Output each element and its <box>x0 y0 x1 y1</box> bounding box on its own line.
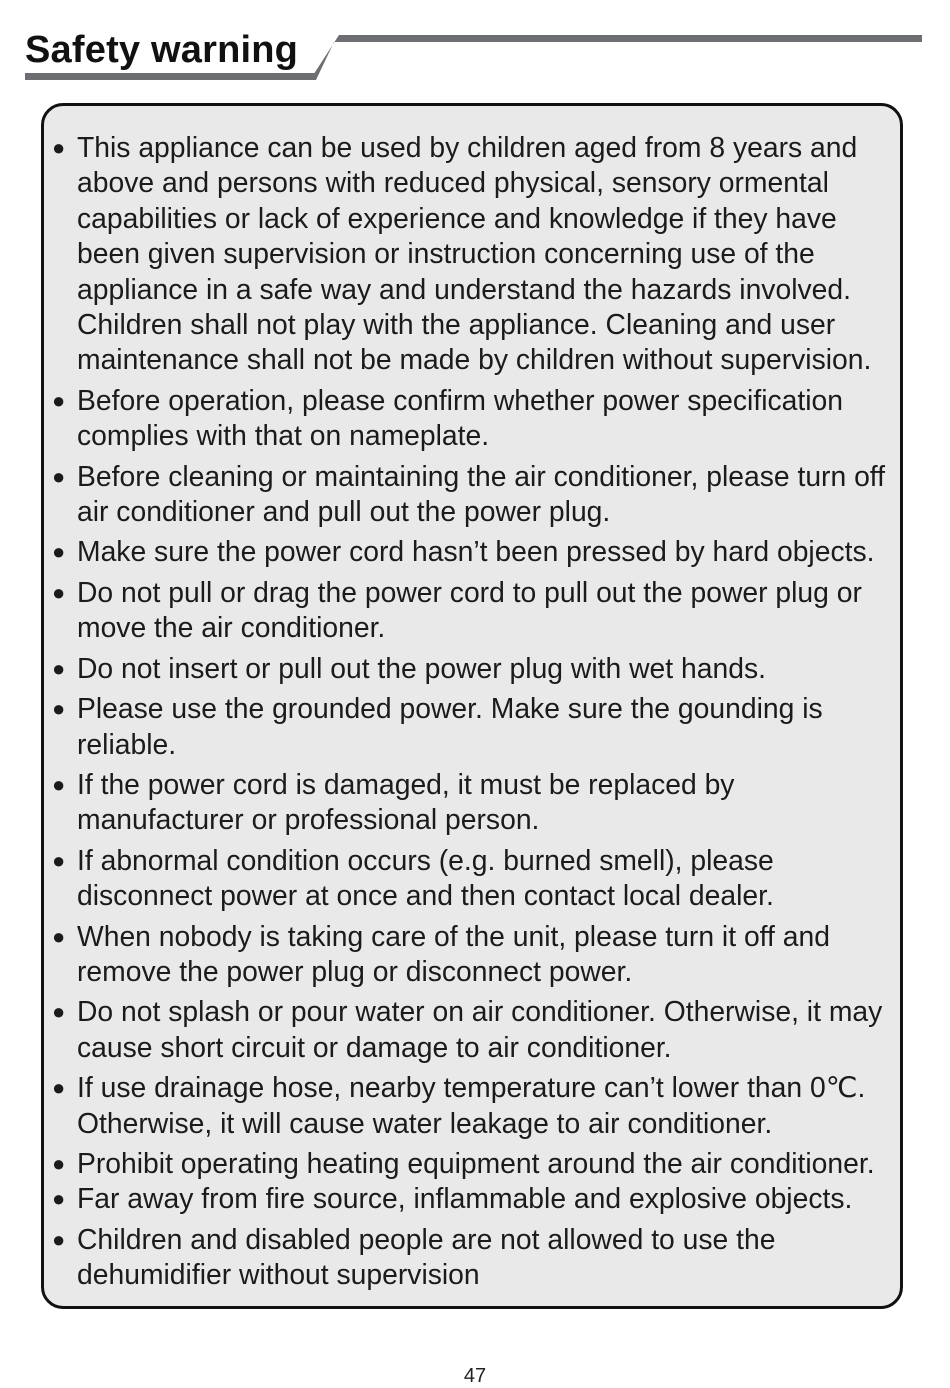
warning-item <box>52 843 894 914</box>
warning-item <box>52 130 894 378</box>
warning-item <box>52 575 894 646</box>
bullet-icon: ● <box>52 463 66 489</box>
bullet-icon: ● <box>52 1075 66 1101</box>
header-underline-bar <box>25 73 318 80</box>
page-header <box>0 0 950 90</box>
warning-text: If the power cord is damaged, it must be replaced by manufacturer or professional person. <box>77 767 735 836</box>
warning-item <box>52 1181 894 1216</box>
warning-item <box>52 994 894 1065</box>
warning-text: Make sure the power cord hasn’t been pressed by hard objects. <box>77 535 875 568</box>
warning-text: Do not splash or pour water on air conditioner. Otherwise, it may cause short circuit or damage to air conditioner. <box>77 995 883 1063</box>
warning-item <box>52 651 894 686</box>
warning-text: When nobody is taking care of the unit, please turn it off and remove the power plug or disconnect power. <box>77 919 830 987</box>
warning-item <box>52 691 894 762</box>
warning-item <box>52 767 894 838</box>
warning-list <box>52 130 894 1293</box>
warning-text: If abnormal condition occurs (e.g. burned smell), please disconnect power at once and then contact local dealer. <box>77 843 774 912</box>
warning-item <box>52 1146 894 1181</box>
bullet-icon: ● <box>52 387 66 413</box>
safety-warning-box <box>41 103 903 1309</box>
warning-item <box>52 383 894 454</box>
page-title: Safety warning <box>25 29 299 71</box>
bullet-icon: ● <box>52 847 66 873</box>
bullet-icon: ● <box>52 135 66 160</box>
warning-text: If use drainage hose, nearby temperature can’t lower than 0℃. Otherwise, it will cause water leakage to air conditioner. <box>77 1071 866 1139</box>
warning-text: Children and disabled people are not allowed to use the dehumidifier without supervision <box>77 1222 776 1291</box>
bullet-icon: ● <box>52 771 66 797</box>
warning-item <box>52 459 894 530</box>
bullet-icon: ● <box>52 655 66 681</box>
bullet-icon: ● <box>52 539 66 565</box>
bullet-icon: ● <box>52 1226 66 1252</box>
warning-text: This appliance can be used by children aged from 8 years and above and persons with reduced physical, sensory ormental capabilities or lack of experience and knowledge if they have been given supervision or instruction concerning use of the appliance in a safe way and understand the hazards involved. Children shall not play with the appliance. Cleaning and user maintenance shall not be made by children without supervision. <box>77 131 872 376</box>
header-slanted-bar <box>310 35 922 80</box>
warning-text: Prohibit operating heating equipment around the air conditioner. <box>77 1146 875 1179</box>
warning-text: Do not pull or drag the power cord to pull out the power plug or move the air conditioner. <box>77 575 862 644</box>
warning-text: Do not insert or pull out the power plug with wet hands. <box>77 651 766 684</box>
warning-text: Please use the grounded power. Make sure the gounding is reliable. <box>77 692 823 760</box>
warning-text: Before operation, please confirm whether power specification complies with that on nameplate. <box>77 383 844 452</box>
warning-item <box>52 534 894 569</box>
bullet-icon: ● <box>52 579 66 605</box>
warning-item <box>52 1222 894 1293</box>
page-number: 47 <box>463 1365 487 1387</box>
warning-item <box>52 1070 894 1141</box>
bullet-icon: ● <box>52 923 66 949</box>
bullet-icon: ● <box>52 1186 66 1212</box>
bullet-icon: ● <box>52 999 66 1025</box>
bullet-icon: ● <box>52 696 66 722</box>
bullet-icon: ● <box>52 1150 66 1176</box>
warning-item <box>52 919 894 990</box>
warning-text: Before cleaning or maintaining the air conditioner, please turn off air conditioner and pull out the power plug. <box>77 459 886 528</box>
warning-text: Far away from fire source, inflammable and explosive objects. <box>77 1182 853 1215</box>
